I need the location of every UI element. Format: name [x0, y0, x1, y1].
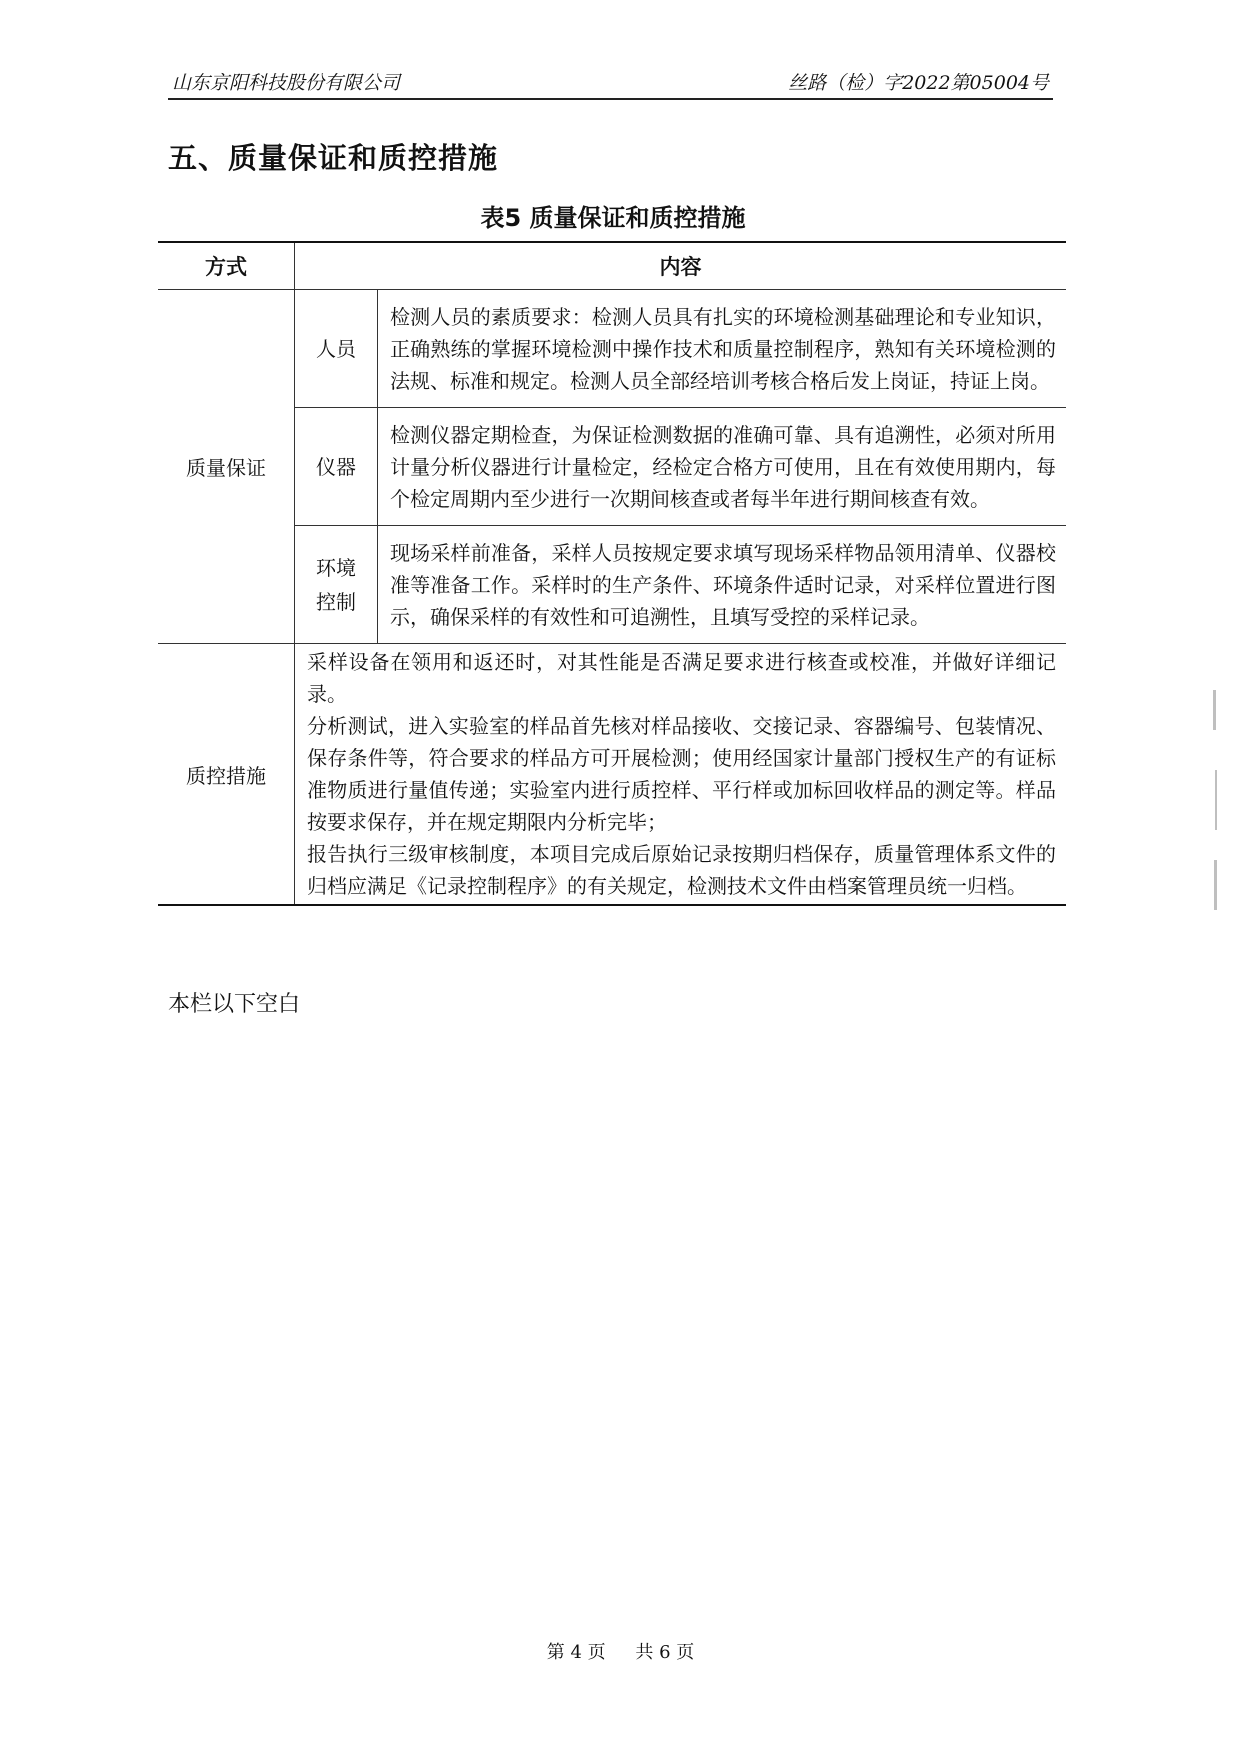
- table-row: [158, 644, 1066, 906]
- method-quality-control: 质控措施: [158, 644, 295, 906]
- table-caption: 表5 质量保证和质控措施: [480, 204, 746, 232]
- page-footer: [0, 1638, 1241, 1664]
- page-header: [168, 68, 1053, 100]
- blank-note: 本栏以下空白: [168, 992, 301, 1017]
- report-number: 丝路（检）字2022第05004号: [788, 72, 1049, 94]
- table-row: [158, 408, 1066, 526]
- sub-personnel: 人员: [295, 290, 378, 408]
- sub-instrument: 仪器: [295, 408, 378, 526]
- method-quality-assurance: 质量保证: [158, 290, 295, 644]
- content-environment-control: 现场采样前准备，采样人员按规定要求填写现场采样物品领用清单、仪器校准等准备工作。采样时的生产条件、环境条件适时记录，对采样位置进行图示，确保采样的有效性和可追溯性，且填写受控的采样记录。: [378, 526, 1067, 644]
- table-header-row: [158, 242, 1066, 290]
- scan-artifact: [1215, 770, 1217, 830]
- page-total: 共 6 页: [635, 1642, 695, 1663]
- header-method: 方式: [158, 242, 295, 290]
- scan-artifact: [1214, 860, 1217, 910]
- company-name: 山东京阳科技股份有限公司: [172, 72, 401, 94]
- sub-environment-control-label: 环境控制: [316, 555, 356, 614]
- content-instrument: 检测仪器定期检查，为保证检测数据的准确可靠、具有追溯性，必须对所用计量分析仪器进行计量检定，经检定合格方可使用，且在有效使用期内，每个检定周期内至少进行一次期间核查或者每半年进行期间核查有效。: [378, 408, 1067, 526]
- content-quality-control: [295, 644, 1067, 906]
- sub-environment-control: [295, 526, 378, 644]
- content-personnel: 检测人员的素质要求：检测人员具有扎实的环境检测基础理论和专业知识，正确熟练的掌握环境检测中操作技术和质量控制程序，熟知有关环境检测的法规、标准和规定。检测人员全部经培训考核合格后发上岗证，持证上岗。: [378, 290, 1067, 408]
- scan-artifact: [1213, 690, 1216, 730]
- qc-paragraph-3: 报告执行三级审核制度，本项目完成后原始记录按期归档保存，质量管理体系文件的归档应满足《记录控制程序》的有关规定，检测技术文件由档案管理员统一归档。: [307, 842, 1056, 898]
- qc-paragraph-2: 分析测试，进入实验室的样品首先核对样品接收、交接记录、容器编号、包装情况、保存条件等，符合要求的样品方可开展检测；使用经国家计量部门授权生产的有证标准物质进行量值传递；实验室内进行质控样、平行样或加标回收样品的测定等。样品按要求保存，并在规定期限内分析完毕；: [307, 714, 1056, 834]
- table-row: [158, 526, 1066, 644]
- table-row: [158, 290, 1066, 408]
- qc-paragraph-1: 采样设备在领用和返还时，对其性能是否满足要求进行核查或校准，并做好详细记录。: [307, 650, 1056, 706]
- page-number: 第 4 页: [546, 1642, 606, 1663]
- header-content: 内容: [295, 242, 1067, 290]
- quality-table: [158, 241, 1066, 906]
- section-title: 五、质量保证和质控措施: [168, 141, 499, 175]
